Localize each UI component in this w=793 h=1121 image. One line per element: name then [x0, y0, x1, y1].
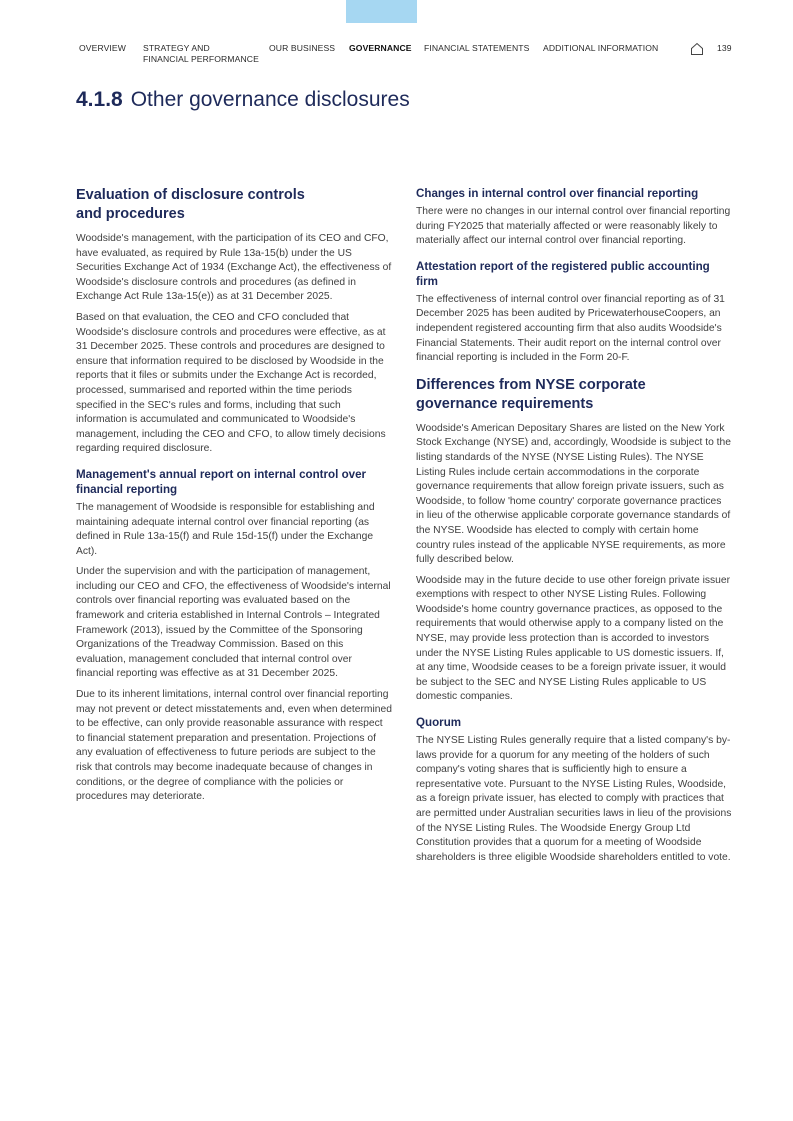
paragraph: Woodside's management, with the participation of its CEO and CFO, have evaluated, as required by Rule 13a-15(b) under the US Securities Exchange Act of 1934 (Exchange Act), the effectiveness of Woodside's disclosure controls and procedures (as defined in Exchange Act Rule 13a-15(e)) as at 31 December 2025.: [76, 233, 392, 303]
section-title: Other governance disclosures: [130, 88, 410, 111]
nav-overview[interactable]: OVERVIEW: [79, 43, 126, 53]
paragraph: Woodside may in the future decide to use other foreign private issuer exemptions with respect to other NYSE Listing Rules. Following Woodside's home country governance practices, as opposed to the requirements that would otherwise apply to a company listed on the NYSE, may provide less protection than is accorded to investors under the NYSE Listing Rules applicable to US domestic issuers. If, at any time, Woodside ceases to be a foreign private issuer, it would be subject to the SEC and NYSE Listing Rules applicable to US domestic companies.: [416, 574, 731, 703]
heading-line: Evaluation of disclosure controls: [76, 187, 305, 203]
nav-governance[interactable]: GOVERNANCE: [349, 43, 412, 53]
paragraph: There were no changes in our internal control over financial reporting during FY2025 that materially affected or were reasonably likely to materially affect our internal control over financial reporting.: [416, 206, 731, 247]
heading-evaluation-disclosure-controls: [76, 186, 392, 224]
section-tab-marker: [346, 0, 417, 23]
right-column: [416, 186, 732, 871]
paragraph: Under the supervision and with the participation of management, including our CEO and CFO, the effectiveness of Woodside's internal controls over financial reporting was evaluated based on the framework and criteria established in Internal Controls – Integrated Framework (2013), issued by the Committee of the Sponsoring Organizations of the Treadway Commission. Based on this evaluation, management concluded that internal control over financial reporting was effective as at 31 December 2025.: [76, 566, 391, 680]
nav-strategy-line2: FINANCIAL PERFORMANCE: [143, 54, 259, 64]
paragraph: Due to its inherent limitations, internal control over financial reporting may not prevent or detect misstatements and, even when determined to be effective, can only provide reasonable assurance with respect to financial statement preparation and presentation. Projections of any evaluation of effectiveness to future periods are subject to the risk that controls may become inadequate because of changes in conditions, or the degree of compliance with the policies or procedures may deteriorate.: [76, 689, 392, 803]
heading-line: Management's annual report on internal control over: [76, 467, 367, 481]
heading-attestation-report: Attestation report of the registered public accounting firm: [416, 259, 710, 288]
heading-line: Differences from NYSE corporate: [416, 376, 646, 393]
nav-strategy-line1: STRATEGY AND: [143, 43, 210, 53]
section-number: 4.1.8: [76, 88, 123, 111]
left-column: [76, 186, 392, 811]
paragraph: The effectiveness of internal control over financial reporting as of 31 December 2025 has been audited by PricewaterhouseCoopers, an independent registered accounting firm that also audits Woodside's Financial Statements. Their audit report on the internal control over financial reporting is included in the Form 20-F.: [416, 293, 725, 364]
nav-financial-statements[interactable]: FINANCIAL STATEMENTS: [424, 43, 530, 53]
paragraph: The NYSE Listing Rules generally require that a listed company's by-laws provide for a quorum for any meeting of the holders of such company's voting shares that is sufficiently high to ensure a representative vote. Pursuant to the NYSE Listing Rules, Woodside, as a foreign private issuer, has elected to comply with practices that are permitted under Australian securities laws in lieu of the provisions of the NYSE Listing Rules. The Woodside Energy Group Ltd Constitution provides that a quorum for a meeting of Woodside shareholders is three eligible Woodside shareholders entitled to vote.: [416, 735, 732, 863]
home-icon[interactable]: [690, 42, 704, 56]
page-title: [76, 86, 410, 114]
paragraph: Woodside's American Depositary Shares are listed on the New York Stock Exchange (NYSE) and, accordingly, Woodside is subject to the listing standards of the NYSE (NYSE Listing Rules). The NYSE Listing Rules include certain accommodations in the corporate governance requirements that allow foreign private issuers, such as Woodside, to follow 'home country' corporate governance practices in lieu of the otherwise applicable corporate governance standards of the NYSE. Woodside has elected to comply with certain home country rules instead of the applicable NYSE requirements, as more fully described below.: [416, 422, 731, 566]
heading-nyse-differences: [416, 376, 732, 414]
top-navigation: [79, 43, 730, 69]
heading-line: governance requirements: [416, 395, 594, 412]
nav-strategy[interactable]: [143, 43, 259, 65]
heading-line: financial reporting: [76, 482, 178, 496]
heading-quorum: Quorum: [416, 716, 462, 730]
nav-our-business[interactable]: OUR BUSINESS: [269, 43, 336, 53]
heading-changes-internal-control: Changes in internal control over financial reporting: [416, 187, 699, 200]
page-number: 139: [717, 43, 732, 53]
heading-management-annual-report: [76, 467, 392, 497]
paragraph: Based on that evaluation, the CEO and CFO concluded that Woodside's disclosure controls and procedures were effective, as at 31 December 2025. These controls and procedures are designed to ensure that information required to be disclosed by Woodside in the reports that it files or submits under the Exchange Act is recorded, processed, summarised and reported within the time periods specified in the SEC's rules and forms, including that such information is accumulated and communicated to Woodside's management, including the CEO and CFO, to allow timely decisions regarding required disclosure.: [76, 311, 386, 455]
nav-additional-information[interactable]: ADDITIONAL INFORMATION: [543, 43, 659, 53]
heading-line: and procedures: [76, 206, 185, 222]
paragraph: The management of Woodside is responsible for establishing and maintaining adequate internal control over financial reporting (as defined in Rule 13a-15(f) and Rule 15d-15(f) under the Exchange Act).: [76, 501, 375, 557]
